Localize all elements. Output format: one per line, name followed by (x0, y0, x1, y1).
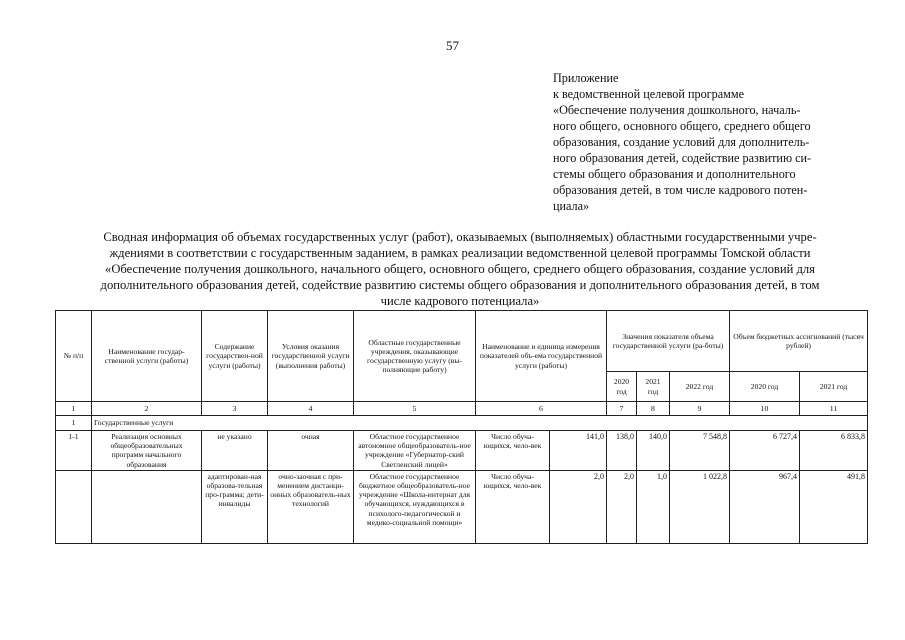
value-2020: 2,0 (550, 470, 607, 543)
heading-line: ждениями в соответствии с государственным заданием, в рамках реализации ведомственной целевой программы Томской области (109, 246, 811, 260)
column-number: 7 (607, 402, 637, 416)
column-number: 3 (202, 402, 268, 416)
column-number: 4 (268, 402, 354, 416)
indicator: Число обуча-ющихся, чело-век (476, 431, 550, 471)
column-numbers-row (56, 402, 868, 416)
budget-2022: 6 833,8 (800, 431, 868, 471)
appendix-line: циала» (553, 199, 590, 213)
group-row (56, 416, 868, 431)
header-year-2022: 2022 год (670, 372, 730, 402)
appendix-line: «Обеспечение получения дошкольного, началь- (553, 103, 801, 117)
column-number: 2 (92, 402, 202, 416)
value-2021: 2,0 (607, 470, 637, 543)
service-conditions: очно-заочная с при-менением дистанци-онных образователь-ных технологий (268, 470, 354, 543)
row-num: 1-1 (56, 431, 92, 471)
header-budget-2020: 2020 год (730, 372, 800, 402)
service-name: Реализация основных общеобразовательных программ начального образования (92, 431, 202, 471)
column-number: 1 (56, 402, 92, 416)
value-2020: 141,0 (550, 431, 607, 471)
header-num: № п/п (56, 311, 92, 402)
heading-line: дополнительного образования детей, содействие развитию системы общего образования и дополнительного образования детей, в том (100, 278, 820, 292)
appendix-note (553, 70, 863, 214)
heading-line: «Обеспечение получения дошкольного, начального общего, основного общего, среднего общего образования, создание условий для (105, 262, 815, 276)
header-service-name: Наименование государ-ственной услуги (работы) (92, 311, 202, 402)
group-label: Государственные услуги (92, 416, 868, 431)
heading-line: числе кадрового потенциала» (380, 294, 540, 308)
row-num (56, 470, 92, 543)
column-number: 5 (354, 402, 476, 416)
header-year-2020: 2020 год (607, 372, 637, 402)
column-number: 8 (637, 402, 670, 416)
header-budget-2021: 2021 год (800, 372, 868, 402)
header-volume-values: Значения показателя объема государственной услуги (ра-боты) (607, 311, 730, 372)
budget-2021: 6 727,4 (730, 431, 800, 471)
indicator: Число обуча-ющихся, чело-век (476, 470, 550, 543)
column-number: 9 (670, 402, 730, 416)
service-content: не указано (202, 431, 268, 471)
appendix-line: образования, создание условий для дополнитель- (553, 135, 810, 149)
appendix-line: ного общего, основного общего, среднего общего (553, 119, 811, 133)
value-2022: 1,0 (637, 470, 670, 543)
budget-2021: 967,4 (730, 470, 800, 543)
institution: Областное государственное автономное общеобразователь-ное учреждение «Губернатор-ский Светленский лицей» (354, 431, 476, 471)
table-header-row (56, 311, 868, 372)
header-year-2021: 2021 год (637, 372, 670, 402)
column-number: 6 (476, 402, 607, 416)
appendix-line: ного образования детей, содействие развитию си- (553, 151, 812, 165)
budget-2020: 7 548,8 (670, 431, 730, 471)
budget-2020: 1 022,8 (670, 470, 730, 543)
service-name (92, 470, 202, 543)
budget-2022: 491,8 (800, 470, 868, 543)
document-heading (40, 229, 880, 309)
header-conditions: Условия оказания государственной услуги (выполнения работы) (268, 311, 354, 402)
table-row (56, 431, 868, 471)
column-number: 11 (800, 402, 868, 416)
institution: Областное государственное бюджетное общеобразователь-ное учреждение «Школа-интернат для обучающихся, нуждающихся в психолого-педагогической и медико-социальной помощи» (354, 470, 476, 543)
appendix-line: к ведомственной целевой программе (553, 87, 745, 101)
group-num: 1 (56, 416, 92, 431)
header-budget: Объем бюджетных ассигнований (тысяч рублей) (730, 311, 868, 372)
appendix-line: стемы общего образования и дополнительного (553, 167, 796, 181)
table-row (56, 470, 868, 543)
heading-line: Сводная информация об объемах государственных услуг (работ), оказываемых (выполняемых) областными государственными учре- (103, 230, 817, 244)
header-service-content: Содержание государствен-ной услуги (работы) (202, 311, 268, 402)
service-content: адаптирован-ная образова-тельная про-грамма; дети-инвалиды (202, 470, 268, 543)
header-indicator: Наименование и единица измерения показателей объ-ема государственной услуги (работы) (476, 311, 607, 402)
appendix-line: образования детей, в том числе кадрового потен- (553, 183, 808, 197)
header-institutions: Областные государственные учреждения, оказывающие государственную услугу (вы-полняющие работу) (354, 311, 476, 402)
value-2022: 140,0 (637, 431, 670, 471)
value-2021: 138,0 (607, 431, 637, 471)
service-conditions: очная (268, 431, 354, 471)
page-number: 57 (446, 38, 459, 53)
column-number: 10 (730, 402, 800, 416)
appendix-line: Приложение (553, 71, 619, 85)
services-table (55, 310, 868, 544)
